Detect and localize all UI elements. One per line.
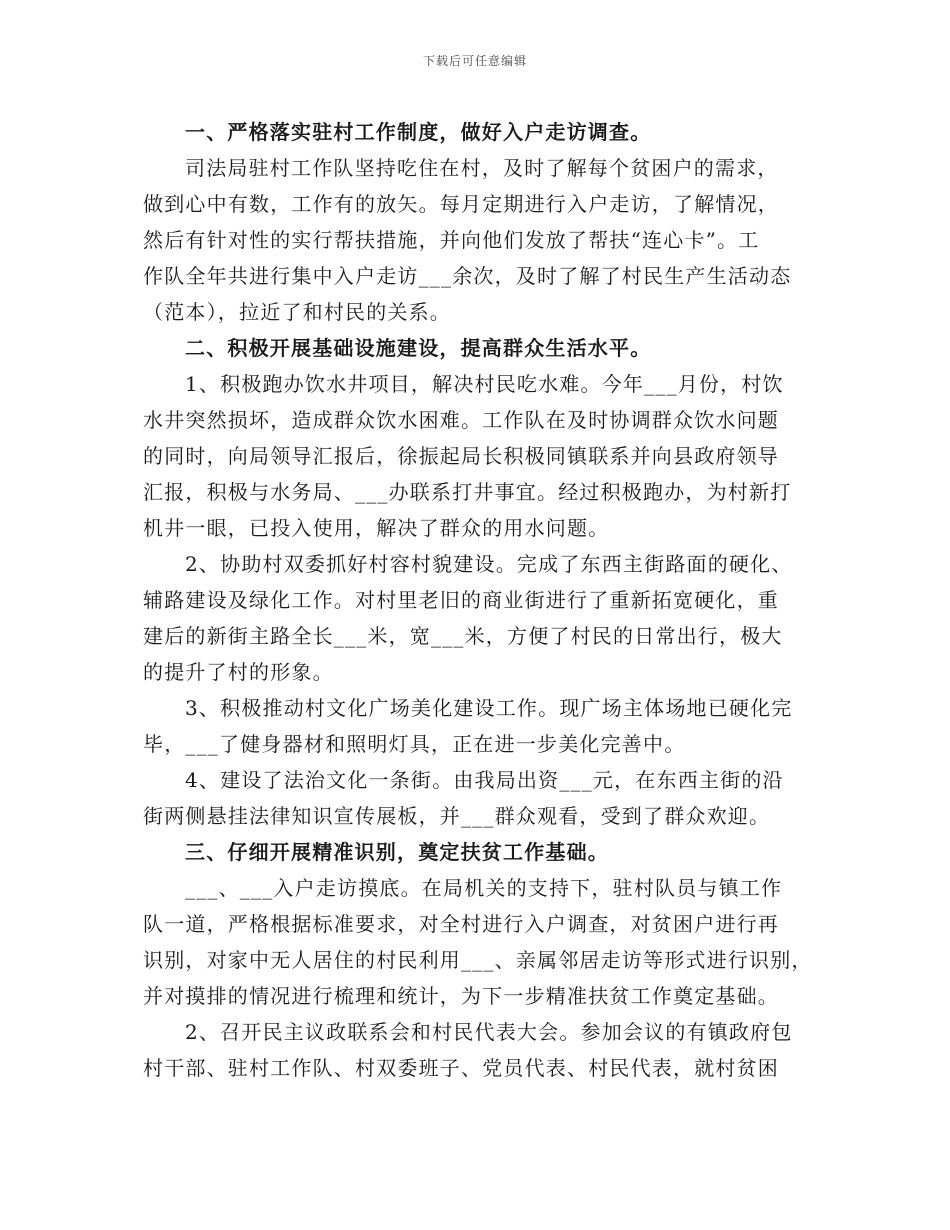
section-heading-1: 一、严格落实驻村工作制度，做好入户走访调查。 [185,120,652,144]
paragraph-line: 做到心中有数，工作有的放矢。每月定期进行入户走访，了解情况， [143,192,779,216]
paragraph-line: 然后有针对性的实行帮扶措施，并向他们发放了帮扶“连心卡”。工 [143,228,760,252]
document-body [143,114,818,1086]
page-header-note: 下载后可任意编辑 [422,54,527,68]
paragraph-line: 1、积极跑办饮水井项目，解决村民吃水难。今年___月份，村饮 [185,372,784,396]
paragraph-line: 3、积极推动村文化广场美化建设工作。现广场主体场地已硬化完 [185,696,793,720]
paragraph-line: 建后的新街主路全长___米，宽___米，方便了村民的日常出行，极大 [143,624,783,648]
paragraph-line: 司法局驻村工作队坚持吃住在村，及时了解每个贫困户的需求， [185,156,779,180]
paragraph-line: （范本），拉近了和村民的关系。 [143,300,451,324]
paragraph-line: 2、召开民主议政联系会和村民代表大会。参加会议的有镇政府包 [185,1020,793,1044]
paragraph-line: 机井一眼，已投入使用，解决了群众的用水问题。 [143,516,610,540]
paragraph-line: 作队全年共进行集中入户走访___余次，及时了解了村民生产生活动态 [143,264,792,288]
paragraph-line: 的同时，向局领导汇报后，徐振起局长积极同镇联系并向县政府领导 [143,444,779,468]
paragraph-line: 街两侧悬挂法律知识宣传展板，并___群众观看，受到了群众欢迎。 [143,804,771,828]
paragraph-line: 识别，对家中无人居住的村民利用___、亲属邻居走访等形式进行识别， [143,948,813,972]
paragraph-line: 4、建设了法治文化一条街。由我局出资___元，在东西主街的沿 [185,768,784,792]
paragraph-line: 的提升了村的形象。 [143,660,334,684]
paragraph-line: 队一道，严格根据标准要求，对全村进行入户调查，对贫困户进行再 [143,912,779,936]
section-heading-2: 二、积极开展基础设施建设，提高群众生活水平。 [185,336,652,360]
paragraph-line: ___、___入户走访摸底。在局机关的支持下，驻村队员与镇工作 [185,876,783,900]
paragraph-line: 水井突然损坏，造成群众饮水困难。工作队在及时协调群众饮水问题 [143,408,779,432]
paragraph-line: 汇报，积极与水务局、___办联系打井事宜。经过积极跑办，为村新打 [143,480,792,504]
section-heading-3: 三、仔细开展精准识别，奠定扶贫工作基础。 [185,840,609,864]
paragraph-line: 毕，___了健身器材和照明灯具，正在进一步美化完善中。 [143,732,686,756]
paragraph-line: 2、协助村双委抓好村容村貌建设。完成了东西主街路面的硬化、 [185,552,793,576]
paragraph-line: 辅路建设及绿化工作。对村里老旧的商业街进行了重新拓宽硬化，重 [143,588,779,612]
paragraph-line: 村干部、驻村工作队、村双委班子、党员代表、村民代表，就村贫困 [143,1056,779,1080]
paragraph-line: 并对摸排的情况进行梳理和统计，为下一步精准扶贫工作奠定基础。 [143,984,779,1008]
